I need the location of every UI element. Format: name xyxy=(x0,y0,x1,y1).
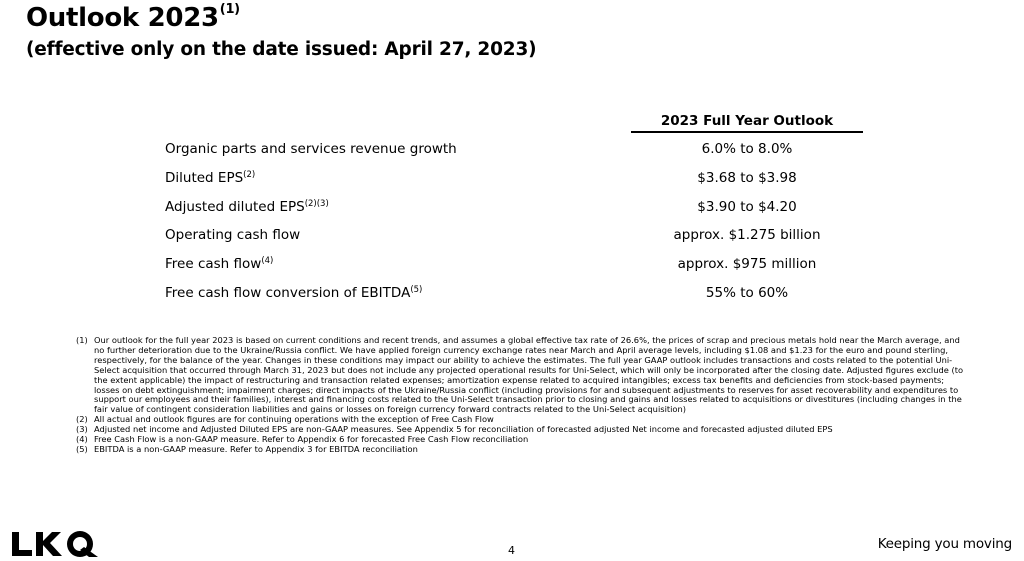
table-row xyxy=(165,256,865,278)
table-row xyxy=(165,141,865,163)
footnote: (5) EBITDA is a non-GAAP measure. Refer to Appendix 3 for EBITDA reconciliation xyxy=(76,443,418,454)
table-row xyxy=(165,285,865,307)
row-label: Adjusted diluted $EPS^{(2)(3)}$ xyxy=(165,199,329,215)
row-value: approx. $975 million xyxy=(677,256,817,272)
row-value: approx. $1.275 billion xyxy=(673,227,821,243)
lkq-logo-icon xyxy=(12,531,98,557)
table-row xyxy=(165,227,865,249)
lkq-logo xyxy=(12,531,98,561)
table-row xyxy=(165,199,865,221)
row-value: $3.68 to $3.98 xyxy=(697,170,797,186)
tagline: Keeping you moving xyxy=(877,536,1012,552)
page-number: 4 xyxy=(508,544,515,557)
footnote: (2) All actual and outlook figures are for continuing operations with the exception of Free Cash Flow xyxy=(76,414,494,425)
table-row xyxy=(165,170,865,192)
footnote: (1) Our outlook for the full year 2023 is based on current conditions and recent trends, and assumes a global effective tax rate of 26.6%, the prices of scrap and precious metals hold near the March average, and no further deterioration due to the Ukraine/Russia conflict. We have applied foreign currency exchange rates near March and April average levels, including $1.08 and $1.23 for the euro and pound sterling, respectively, for the balance of the year. Changes in these conditions may impact our ability to achieve the estimates. The full year GAAP outlook includes transactions and costs related to the potential Uni-Select acquisition that occurred through March 31, 2023 but does not include any projected operational results for Uni-Select, which will only be incorporated after the closing date. Adjusted figures exclude (to the extent applicable) the impact of restructuring and transaction related expenses; amortization expense related to acquired intangibles; excess tax benefits and deficiencies from stock-based payments; losses on debt extinguishment; impairment charges; direct impacts of the Ukraine/Russia conflict (including provisions for and subsequent adjustments to reserves for asset recoverability and expenditures to support our employees and their families), interest and financing costs related to the Uni-Select transaction prior to closing and gains and losses related to acquisitions or divestitures (including changes in the fair value of contingent consideration liabilities and gains or losses on foreign currency forward contracts related to the Uni-Select acquisition) xyxy=(76,335,964,415)
row-value: 55% to 60% xyxy=(705,285,789,301)
row-value: 6.0% to 8.0% xyxy=(701,141,793,157)
footnote: (3) Adjusted net income and Adjusted Diluted EPS are non-GAAP measures. See Appendix 5 for reconciliation of forecasted adjusted Net income and forecasted adjusted diluted EPS xyxy=(76,424,833,435)
row-value: $3.90 to $4.20 xyxy=(697,199,797,215)
page-title-footnote-ref: (1) xyxy=(219,2,240,17)
row-label: Free cash flow$^{(4)}$ xyxy=(165,256,274,272)
page-subtitle: (effective only on the date issued: April 27, 2023) xyxy=(26,39,537,60)
page-title-text: Outlook 2023 xyxy=(26,3,219,33)
row-label: Free cash flow conversion of EBITDA$^{(5)}$ xyxy=(165,285,423,301)
row-label: Organic parts and services revenue growth xyxy=(165,141,457,157)
footnote: (4) Free Cash Flow is a non-GAAP measure. Refer to Appendix 6 for forecasted Free Cash Flow reconciliation xyxy=(76,434,529,445)
page-title xyxy=(26,3,240,33)
outlook-table-header: 2023 Full Year Outlook xyxy=(631,113,863,133)
footnotes xyxy=(76,336,964,455)
row-label: Operating cash flow xyxy=(165,227,301,243)
row-label: Diluted EPS$^{(2)}$ xyxy=(165,170,256,186)
